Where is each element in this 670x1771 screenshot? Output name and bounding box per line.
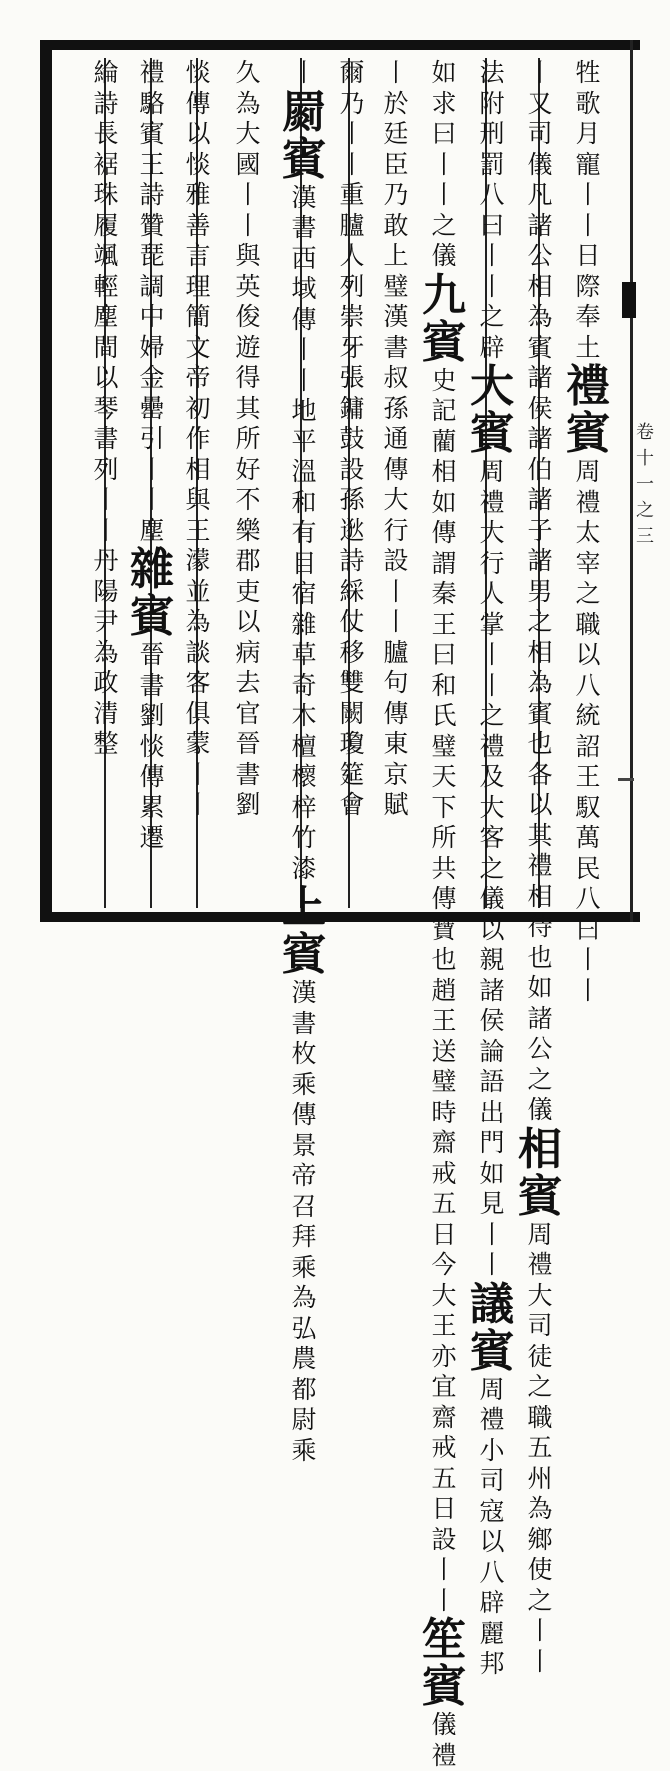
text-column [470,58,514,1678]
text-segment: 爾 乃 丨 丨 重 臚 人 列 崇 牙 張 鏞 鼓 設 孫 逖 詩 綵 仗 移 雙 闕 瓊 筵 會 [339,58,365,819]
text-column [282,58,326,1465]
text-segment: 丨 於 廷 臣 乃 敢 上 璧 漢 書 叔 孫 通 傳 大 行 設 丨 丨 臚 句 傳 東 京 賦 [383,58,409,819]
entry-heading: 議 賓 [470,1278,514,1377]
text-segment: 如 求 曰 丨 丨 之 儀 [431,58,457,270]
margin-label: 卷 十 一 之 三 [636,422,654,547]
entry-heading: 相 賓 [518,1123,562,1222]
text-column [226,58,270,908]
text-segment: 晉 書 劉 惔 傳 累 遷 [139,640,165,852]
text-column [518,58,562,1676]
entry-heading: 九 賓 [422,269,466,368]
text-column [566,58,610,1005]
entry-heading: 上 賓 [282,882,326,980]
frame-right-border [630,40,633,922]
text-column [330,58,374,908]
text-column [176,58,220,908]
text-segment: 周 禮 大 司 徒 之 職 五 州 為 鄉 使 之 丨 丨 [527,1219,553,1676]
text-column [130,58,174,908]
text-segment: 史 記 藺 相 如 傳 謂 秦 王 曰 和 氏 璧 天 下 所 共 傳 寶 也 趙 王 送 璧 時 齋 戒 五 日 今 大 王 亦 宜 齋 戒 五 日 設 丨 丨 [431,365,457,1615]
text-segment: 漢 書 枚 乘 傳 景 帝 召 拜 乘 為 弘 農 都 尉 乘 [291,978,317,1465]
text-segment: 惔 傳 以 惔 雅 善 言 理 簡 文 帝 初 作 相 與 王 濛 並 為 談 客 俱 蒙 丨 丨 [185,58,211,819]
text-segment: 周 禮 小 司 寇 以 八 辟 麗 邦 [479,1374,505,1678]
frame-left-border [40,40,52,922]
fishtail-mark [622,282,636,318]
text-segment: 綸 詩 長 裾 珠 履 颯 輕 塵 間 以 琴 書 列 丨 丨 丹 陽 尹 為 政 清 整 [93,58,119,758]
entry-heading: 大 賓 [470,361,514,459]
edge-tick [618,778,634,781]
text-column [84,58,128,908]
text-segment: 周 禮 太 宰 之 職 以 八 統 詔 王 馭 萬 民 八 曰 丨 丨 [575,457,601,1005]
frame-top-border [40,40,640,50]
text-segment: 儀 禮 [431,1710,457,1770]
text-column [422,58,466,1770]
text-segment: 丨 [291,58,317,87]
text-segment: 周 禮 大 行 人 掌 丨 丨 之 禮 及 大 客 之 儀 以 親 諸 侯 論 語 出 門 如 見 丨 丨 [479,457,505,1279]
entry-heading: 禮 賓 [566,361,610,459]
text-segment: 漢 書 西 域 傳 丨 丨 地 平 溫 和 有 目 宿 雜 草 奇 木 檀 櫰 梓 竹 漆 [291,182,317,883]
text-segment: 法 附 刑 罰 八 曰 丨 丨 之 辟 [479,58,505,362]
text-segment: 禮 駱 賓 王 詩 贊 琵 調 中 婦 金 罍 引 丨 丨 塵 [139,58,165,545]
entry-heading: 笙 賓 [422,1614,466,1712]
text-segment: 牲 歌 月 寵 丨 丨 日 際 奉 土 [575,58,601,362]
text-segment: 久 為 大 國 丨 丨 與 英 俊 遊 得 其 所 好 不 樂 郡 吏 以 病 去 官 晉 書 劉 [235,58,261,819]
entry-heading: 雜 賓 [130,544,174,642]
entry-heading: 罽 賓 [282,86,326,185]
text-segment: 丨 又 司 儀 凡 諸 公 相 為 賓 諸 侯 諸 伯 諸 子 諸 男 之 相 為 賓 也 各 以 其 禮 相 待 也 如 諸 公 之 儀 [527,58,553,1124]
text-column [374,58,418,908]
